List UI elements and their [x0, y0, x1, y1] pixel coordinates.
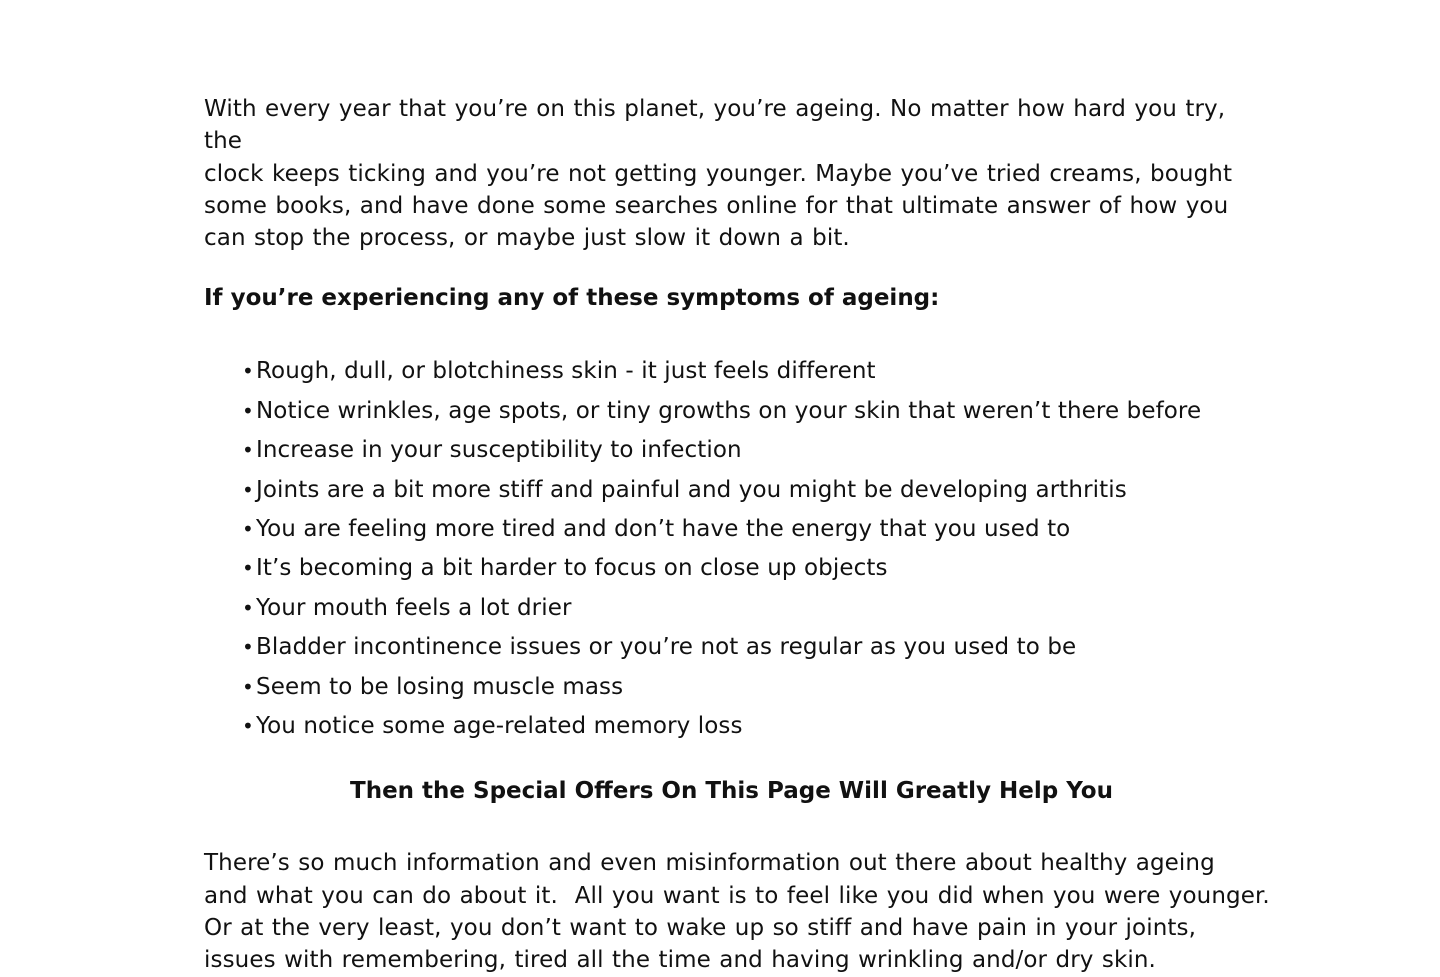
symptom-text: It’s becoming a bit harder to focus on close up objects	[256, 555, 888, 582]
bullet-icon: •	[242, 517, 254, 542]
list-item	[242, 510, 1264, 549]
symptoms-heading: If you’re experiencing any of these symptoms of ageing:	[204, 285, 940, 312]
symptom-text: Seem to be losing muscle mass	[256, 673, 624, 700]
closing-line: Or at the very least, you don’t want to wake up so stiff and have pain in your joints,	[204, 914, 1196, 941]
list-item	[242, 549, 1264, 588]
list-item	[242, 392, 1264, 431]
symptom-text: Your mouth feels a lot drier	[256, 594, 572, 621]
closing-line: and what you can do about it. All you want is to feel like you did when you were younger.	[204, 882, 1270, 909]
symptom-text: You notice some age-related memory loss	[256, 713, 743, 739]
bullet-icon: •	[242, 438, 254, 463]
bullet-icon: •	[242, 477, 254, 502]
list-item	[242, 628, 1264, 667]
symptom-text: You are feeling more tired and don’t have the energy that you used to	[256, 516, 1071, 543]
list-item	[242, 707, 1264, 746]
list-item	[242, 589, 1264, 628]
list-item	[242, 352, 1264, 391]
intro-line: clock keeps ticking and you’re not getting younger. Maybe you’ve tried creams, bought	[204, 160, 1233, 187]
symptom-text: Bladder incontinence issues or you’re not as regular as you used to be	[256, 634, 1077, 661]
bullet-icon: •	[242, 359, 254, 384]
symptom-text: Joints are a bit more stiff and painful and you might be developing arthritis	[256, 476, 1127, 503]
closing-paragraph	[204, 847, 1270, 976]
intro-line: With every year that you’re on this planet, you’re ageing. No matter how hard you try, the	[204, 96, 1226, 155]
symptom-list	[204, 352, 1264, 746]
bullet-icon: •	[242, 714, 254, 738]
bullet-icon: •	[242, 674, 254, 699]
list-item	[242, 431, 1264, 470]
symptom-text: Increase in your susceptibility to infection	[256, 437, 742, 464]
bullet-icon: •	[242, 556, 254, 581]
closing-line: issues with remembering, tired all the time and having wrinkling and/or dry skin.	[204, 947, 1156, 974]
intro-line: some books, and have done some searches online for that ultimate answer of how you	[204, 192, 1229, 219]
bullet-icon: •	[242, 635, 254, 660]
closing-line: There’s so much information and even misinformation out there about healthy ageing	[204, 850, 1215, 877]
bullet-icon: •	[242, 398, 254, 423]
intro-paragraph	[204, 93, 1264, 254]
bullet-icon: •	[242, 595, 254, 620]
document-content	[204, 93, 1270, 977]
list-item	[242, 471, 1264, 510]
offer-heading: Then the Special Offers On This Page Will Greatly Help You	[350, 778, 1113, 805]
list-item	[242, 668, 1264, 707]
symptom-text: Rough, dull, or blotchiness skin - it just feels different	[256, 358, 876, 385]
intro-line: can stop the process, or maybe just slow it down a bit.	[204, 225, 850, 252]
symptom-text: Notice wrinkles, age spots, or tiny growths on your skin that weren’t there before	[256, 397, 1202, 424]
